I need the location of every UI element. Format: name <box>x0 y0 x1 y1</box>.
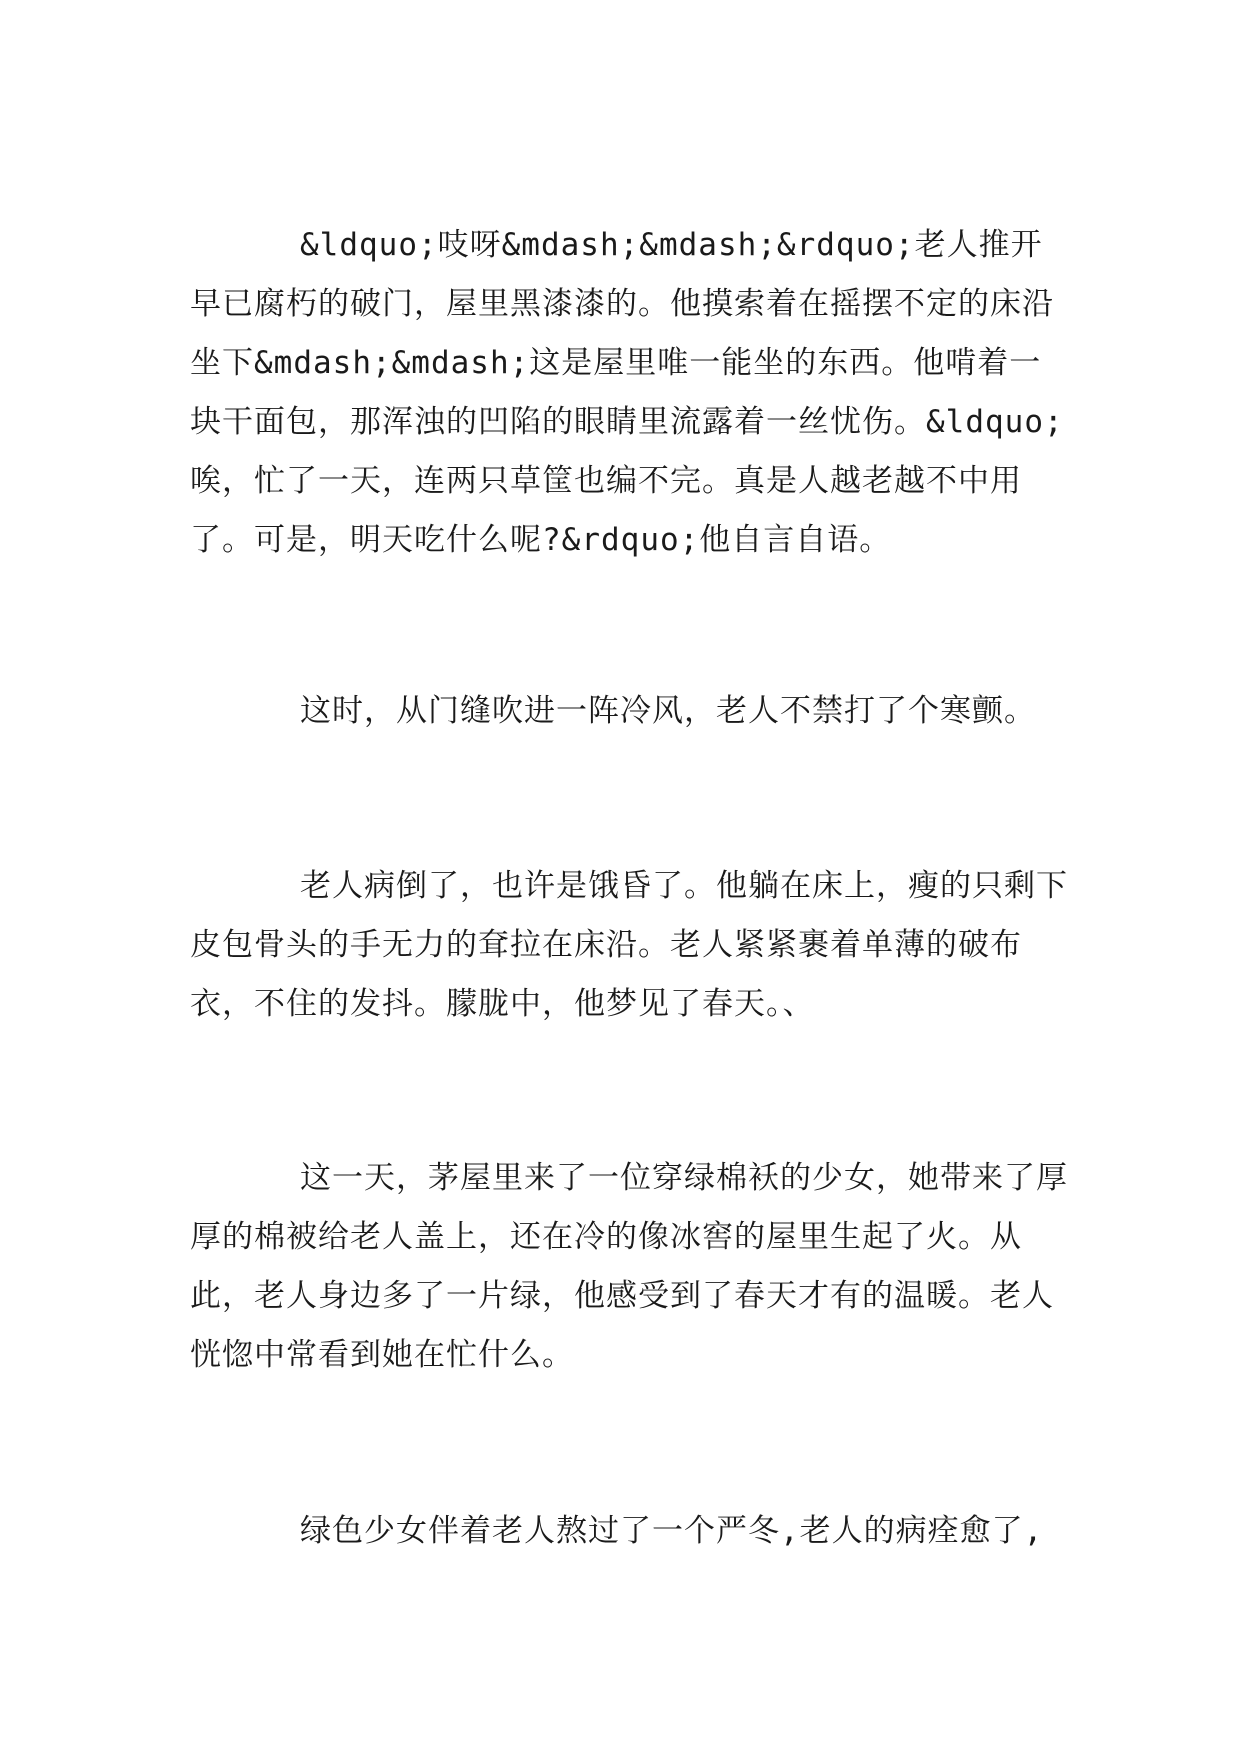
paragraph-5: 绿色少女伴着老人熬过了一个严冬,老人的病痊愈了, <box>300 1513 1044 1549</box>
paragraph-1: &ldquo;吱呀&mdash;&mdash;&rdquo;老人推开早已腐朽的破门，屋里黑漆漆的。他摸索着在摇摆不定的床沿坐下&mdash;&mdash;这是屋里唯一能坐的东西。他啃着一块干面包，那浑浊的凹陷的眼睛里流露着一丝忧伤。&ldquo;唉，忙了一天，连两只草筐也编不完。真是人越老越不中用了。可是，明天吃什么呢?&rdquo;他自言自语。 <box>190 227 1064 558</box>
paragraph-3: 老人病倒了，也许是饿昏了。他躺在床上，瘦的只剩下皮包骨头的手无力的耷拉在床沿。老人紧紧裹着单薄的破布衣，不住的发抖。朦胧中，他梦见了春天。、 <box>190 868 1068 1022</box>
paragraph-4: 这一天，茅屋里来了一位穿绿棉袄的少女，她带来了厚厚的棉被给老人盖上，还在冷的像冰窖的屋里生起了火。从此，老人身边多了一片绿，他感受到了春天才有的温暖。老人恍惚中常看到她在忙什么。 <box>190 1160 1068 1373</box>
paragraph-2: 这时，从门缝吹进一阵冷风，老人不禁打了个寒颤。 <box>300 693 1036 729</box>
